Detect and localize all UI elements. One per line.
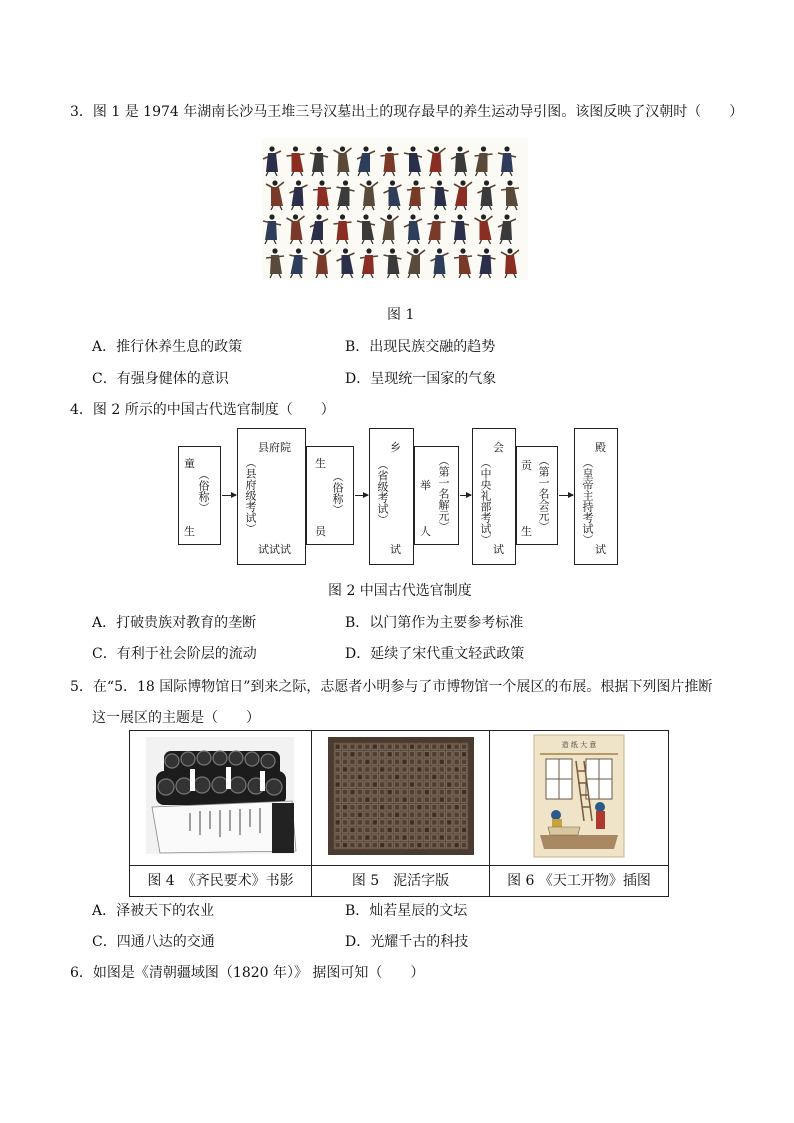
box-label-top: 殿 bbox=[595, 441, 606, 454]
q5-option-c[interactable]: C．四通八达的交通 bbox=[92, 934, 215, 950]
clay-movable-type-image bbox=[312, 731, 489, 861]
q3-option-b[interactable]: B．出现民族交融的趋势 bbox=[345, 339, 496, 355]
daoyin-figure-image bbox=[262, 138, 528, 280]
q4-option-d[interactable]: D．延续了宋代重文轻武政策 bbox=[345, 646, 525, 662]
fig6-title: 造 纸 大 意 bbox=[561, 741, 597, 749]
box-label-bottom: 试 bbox=[493, 543, 504, 556]
box-label-bottom: 员 bbox=[315, 525, 326, 538]
diagram-box-gongsheng bbox=[516, 446, 558, 545]
q3-option-a[interactable]: A．推行休养生息的政策 bbox=[92, 339, 243, 355]
arrow-4 bbox=[559, 495, 573, 496]
fig4-cell bbox=[130, 731, 312, 866]
q5-stem-line1: 5．在“5．18 国际博物馆日”到来之际，志愿者小明参与了市博物馆一个展区的布展。根据下列图片推断 bbox=[70, 679, 713, 695]
q3-option-c[interactable]: C．有强身健体的意识 bbox=[92, 371, 229, 387]
q5-image-table bbox=[129, 730, 669, 897]
arrow-2 bbox=[355, 495, 368, 496]
fig5-caption: 图 5 泥活字版 bbox=[312, 866, 490, 897]
box-label-top: 乡 bbox=[390, 441, 401, 454]
q6-stem: 6．如图是《清朝疆域图（1820 年）》 据图可知（ ） bbox=[70, 965, 425, 981]
q5-stem-line2: 这一展区的主题是（ ） bbox=[92, 710, 260, 726]
box-label-top: 会 bbox=[493, 441, 504, 454]
diagram-box-palace-exam bbox=[574, 428, 618, 565]
fig5-cell bbox=[312, 731, 490, 866]
q4-option-a[interactable]: A．打破贵族对教育的垄断 bbox=[92, 615, 257, 631]
q5-option-a[interactable]: A．泽被天下的农业 bbox=[92, 903, 215, 919]
box-label-top: 童 bbox=[184, 457, 195, 470]
box-label-top: 县府院 bbox=[258, 441, 291, 454]
diagram-box-shengyuan bbox=[306, 446, 354, 545]
fig6-cell bbox=[490, 731, 669, 866]
box-label-mid: （第一名解元） bbox=[437, 455, 450, 532]
q3-stem: 3．图 1 是 1974 年湖南长沙马王堆三号汉墓出土的现存最早的养生运动导引图。该图反映了汉朝时（ ） bbox=[70, 104, 744, 120]
q4-option-c[interactable]: C．有利于社会阶层的流动 bbox=[92, 646, 257, 662]
box-label-mid: （俗称） bbox=[331, 471, 344, 515]
box-label-top: 举 bbox=[420, 479, 431, 492]
q4-figure-caption: 图 2 中国古代选官制度 bbox=[328, 583, 472, 599]
q3-option-d[interactable]: D．呈现统一国家的气象 bbox=[345, 371, 497, 387]
box-label-top: 生 bbox=[315, 457, 326, 470]
arrow-1 bbox=[222, 495, 236, 496]
fig6-caption: 图 6 《天工开物》插图 bbox=[490, 866, 669, 897]
fig4-caption: 图 4 《齐民要术》书影 bbox=[130, 866, 312, 897]
box-label-top: 贡 bbox=[521, 459, 532, 472]
diagram-box-provincial-exam bbox=[369, 428, 414, 565]
box-label-bottom: 试 bbox=[390, 543, 401, 556]
q4-option-b[interactable]: B．以门第作为主要参考标准 bbox=[345, 615, 524, 631]
box-label-mid: （县府级考试） bbox=[244, 457, 257, 534]
diagram-box-tongsheng bbox=[178, 446, 221, 545]
diagram-box-metropolitan-exam bbox=[472, 428, 516, 565]
q4-stem: 4．图 2 所示的中国古代选官制度（ ） bbox=[70, 402, 335, 418]
box-label-mid: （皇帝主持考试） bbox=[581, 457, 594, 545]
box-label-bottom: 生 bbox=[184, 525, 195, 538]
diagram-box-county-exam bbox=[237, 428, 306, 565]
box-label-bottom: 生 bbox=[521, 525, 532, 538]
box-label-bottom: 人 bbox=[420, 525, 431, 538]
box-label-bottom: 试试试 bbox=[258, 543, 291, 556]
box-label-mid: （中央礼部考试） bbox=[479, 457, 492, 545]
diagram-box-juren bbox=[414, 446, 459, 545]
box-label-mid: （省级考试） bbox=[376, 459, 389, 525]
q3-figure-caption: 图 1 bbox=[387, 307, 415, 323]
box-label-bottom: 试 bbox=[595, 543, 606, 556]
tiangong-kaiwu-illustration bbox=[490, 731, 668, 861]
box-label-mid: （俗称） bbox=[197, 469, 210, 513]
q5-option-b[interactable]: B．灿若星辰的文坛 bbox=[345, 903, 468, 919]
arrow-3 bbox=[460, 495, 471, 496]
qimin-yaoshu-scroll-image bbox=[130, 731, 311, 861]
q5-option-d[interactable]: D．光耀千古的科技 bbox=[345, 934, 469, 950]
box-label-mid: （第一名会元） bbox=[537, 455, 550, 532]
